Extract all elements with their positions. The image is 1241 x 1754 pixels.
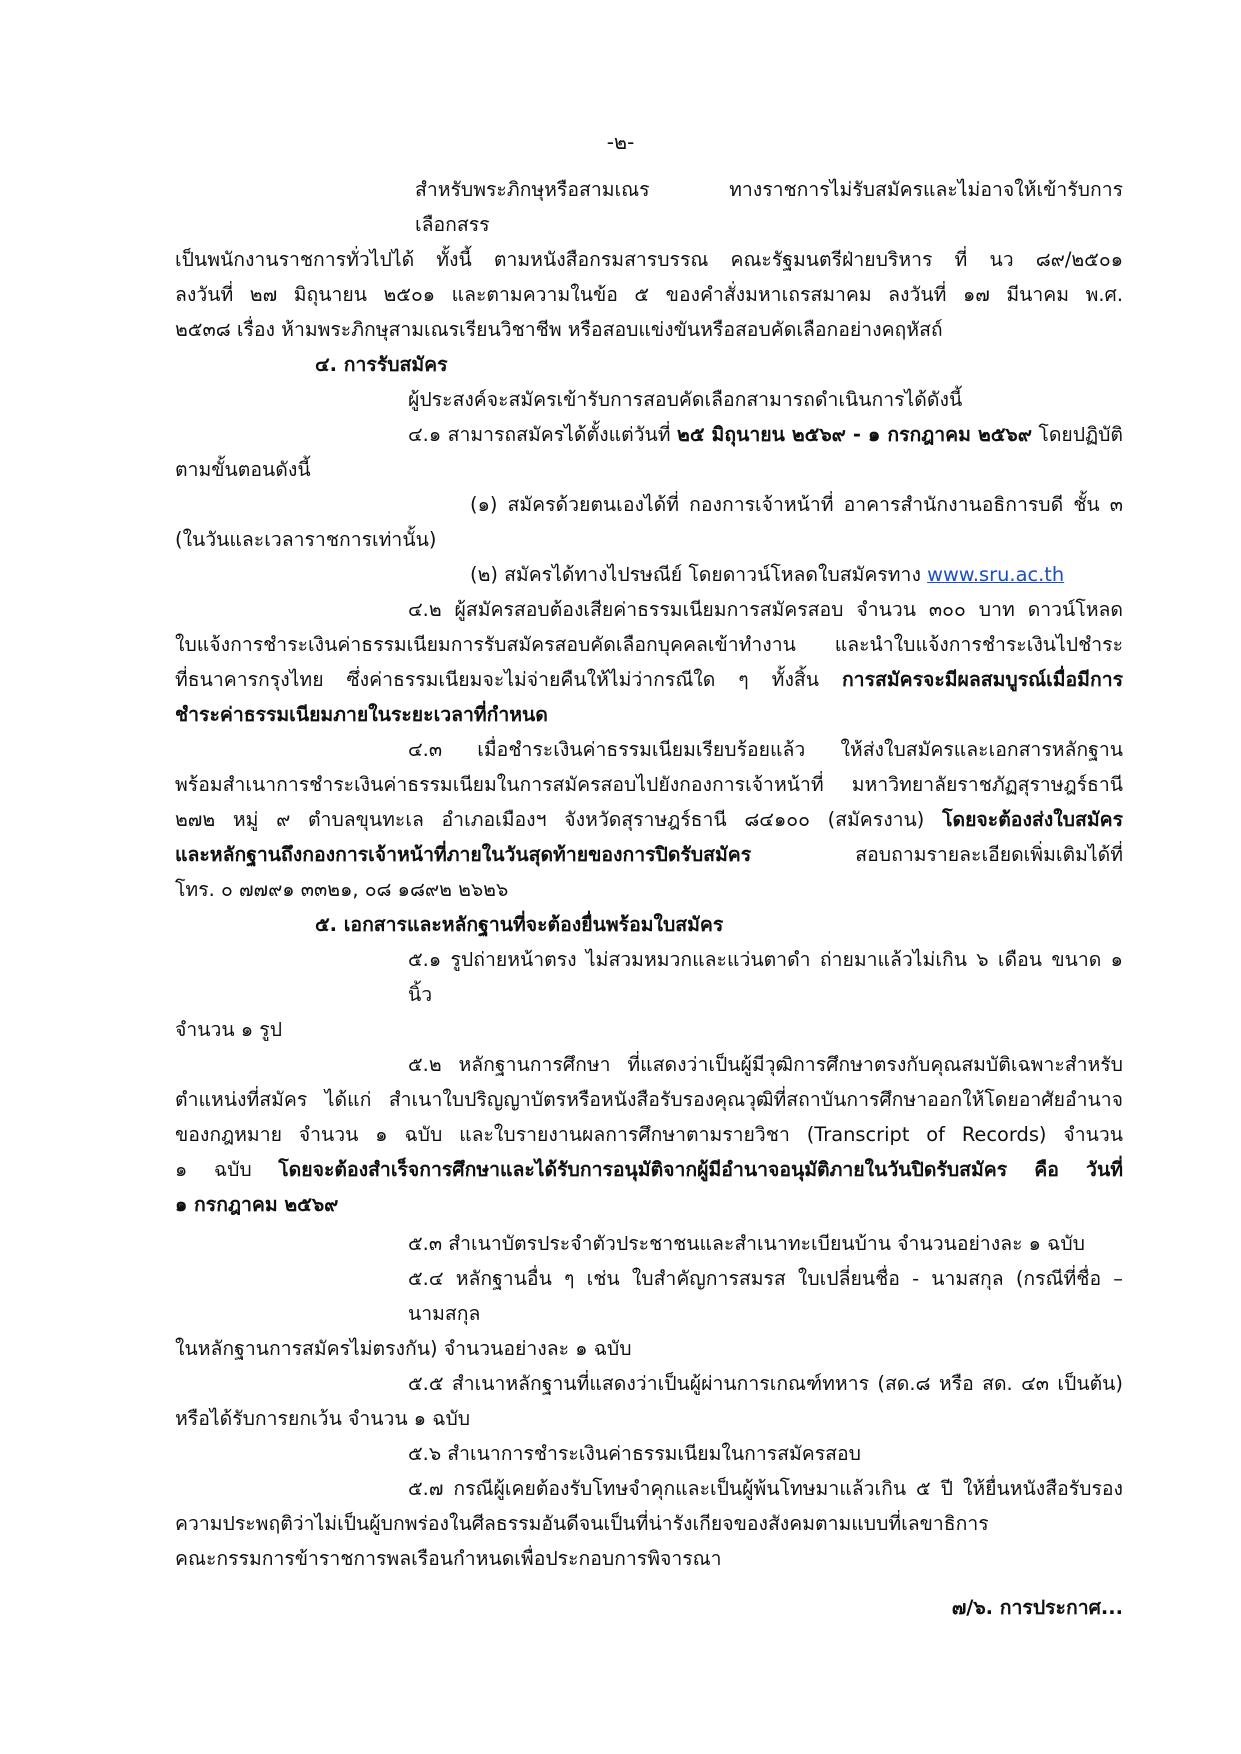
item-4-3 xyxy=(175,732,1123,907)
item-5-2-emphasis: โดยจะต้องสำเร็จการศึกษาและได้รับการอนุมัติจากผู้มีอำนาจอนุมัติภายในวันปิดรับสมัคร คือ วันที่ xyxy=(278,1158,1123,1181)
text-line: ตามขั้นตอนดังนี้ xyxy=(175,458,311,481)
item-4-1-text: ๔.๑ สามารถสมัครได้ตั้งแต่วันที่ xyxy=(408,423,678,446)
item-5-5 xyxy=(175,1366,1123,1436)
section-4-intro: ผู้ประสงค์จะสมัครเข้ารับการสอบคัดเลือกสามารถดำเนินการได้ดังนี้ xyxy=(408,388,963,411)
item-5-2 xyxy=(175,1047,1123,1222)
contact-phone: โทร. ๐ ๗๗๙๑ ๓๓๒๑, ๐๘ ๑๘๙๒ ๒๖๒๖ xyxy=(175,878,509,901)
text-line: สำหรับพระภิกษุหรือสามเณร ทางราชการไม่รับสมัครและไม่อาจให้เข้ารับการเลือกสรร xyxy=(415,178,1123,236)
item-4-2-text: ที่ธนาคารกรุงไทย ซึ่งค่าธรรมเนียมจะไม่จ่ายคืนให้ไม่ว่ากรณีใด ๆ ทั้งสิ้น xyxy=(175,668,842,691)
text-line: ชำระค่าธรรมเนียมภายในระยะเวลาที่กำหนด xyxy=(175,703,548,726)
text-line: ๕.๕ สำเนาหลักฐานที่แสดงว่าเป็นผู้ผ่านการเกณฑ์ทหาร (สด.๘ หรือ สด. ๔๓ เป็นต้น) xyxy=(408,1372,1123,1395)
text-line: หรือได้รับการยกเว้น จำนวน ๑ ฉบับ xyxy=(175,1407,471,1430)
item-4-3-text: ๒๗๒ หมู่ ๙ ตำบลขุนทะเล อำเภอเมืองฯ จังหวัดสุราษฎร์ธานี ๘๔๑๐๐ (สมัครงาน) xyxy=(175,808,943,831)
continuation-reference: ๗/๖. การประกาศ... xyxy=(951,1596,1123,1619)
paragraph-monk-restriction xyxy=(175,172,1123,347)
item-5-4 xyxy=(175,1261,1123,1366)
closing-date: ๑ กรกฎาคม ๒๕๖๙ xyxy=(175,1193,339,1216)
item-5-2-text: ๑ ฉบับ xyxy=(175,1158,279,1181)
text-line: ความประพฤติว่าไม่เป็นผู้บกพร่องในศีลธรรมอันดีจนเป็นที่น่ารังเกียจของสังคมตามแบบที่เลขาธิการ xyxy=(175,1512,989,1535)
item-4-3-emphasis: และหลักฐานถึงกองการเจ้าหน้าที่ภายในวันสุดท้ายของการปิดรับสมัคร xyxy=(175,843,752,866)
method-2-postal xyxy=(175,557,1123,592)
text-line: ลงวันที่ ๒๗ มิถุนายน ๒๕๐๑ และตามความในข้อ ๕ ของคำสั่งมหาเถรสมาคม ลงวันที่ ๑๗ มีนาคม พ.ศ. xyxy=(175,283,1123,306)
item-4-2 xyxy=(175,592,1123,732)
text-line: คณะกรรมการข้าราชการพลเรือนกำหนดเพื่อประกอบการพิจารณา xyxy=(175,1547,722,1570)
text-line: ในหลักฐานการสมัครไม่ตรงกัน) จำนวนอย่างละ ๑ ฉบับ xyxy=(175,1337,632,1360)
item-4-3-emphasis: โดยจะต้องส่งใบสมัคร xyxy=(942,808,1123,831)
text-line: ๕.๒ หลักฐานการศึกษา ที่แสดงว่าเป็นผู้มีวุฒิการศึกษาตรงกับคุณสมบัติเฉพาะสำหรับ xyxy=(408,1053,1123,1076)
text-line: (ในวันและเวลาราชการเท่านั้น) xyxy=(175,528,437,551)
text-line xyxy=(175,837,1123,872)
text-line: ใบแจ้งการชำระเงินค่าธรรมเนียมการรับสมัครสอบคัดเลือกบุคคลเข้าทำงาน และนำใบแจ้งการชำระเงินไปชำระ xyxy=(175,633,1123,656)
text-line xyxy=(175,557,1123,592)
text-line: ของกฎหมาย จำนวน ๑ ฉบับ และใบรายงานผลการศึกษาตามรายวิชา (Transcript of Records) จำนวน xyxy=(175,1123,1123,1146)
page-number: -๒- xyxy=(606,130,635,154)
text-line xyxy=(175,802,1123,837)
text-line: ๕.๗ กรณีผู้เคยต้องรับโทษจำคุกและเป็นผู้พ้นโทษมาแล้วเกิน ๕ ปี ให้ยื่นหนังสือรับรอง xyxy=(408,1477,1123,1500)
text-line: ตำแหน่งที่สมัคร ได้แก่ สำเนาใบปริญญาบัตรหรือหนังสือรับรองคุณวุฒิที่สถาบันการศึกษาออกให้โดยอาศัยอำนาจ xyxy=(175,1088,1123,1111)
item-5-7 xyxy=(175,1471,1123,1576)
item-4-2-emphasis: การสมัครจะมีผลสมบูรณ์เมื่อมีการ xyxy=(841,668,1123,691)
text-line: ๕.๑ รูปถ่ายหน้าตรง ไม่สวมหมวกและแว่นตาดำ ถ่ายมาแล้วไม่เกิน ๖ เดือน ขนาด ๑ นิ้ว xyxy=(408,948,1123,1006)
method-1-in-person xyxy=(175,487,1123,557)
item-4-1-text: โดยปฏิบัติ xyxy=(1031,423,1123,446)
application-period: ๒๕ มิถุนายน ๒๕๖๙ - ๑ กรกฎาคม ๒๕๖๙ xyxy=(677,423,1032,446)
document-body xyxy=(175,172,1123,1625)
text-line xyxy=(175,1152,1123,1187)
section-4-heading: ๔. การรับสมัคร xyxy=(315,353,448,376)
method-2-text: (๒) สมัครได้ทางไปรษณีย์ โดยดาวน์โหลดใบสมัครทาง xyxy=(470,563,928,586)
text-line: พร้อมสำเนาการชำระเงินค่าธรรมเนียมในการสมัครสอบไปยังกองการเจ้าหน้าที่ มหาวิทยาลัยราชภัฏสุราษฎร์ธานี xyxy=(175,773,1123,796)
text-line xyxy=(175,662,1123,697)
text-line: ๔.๒ ผู้สมัครสอบต้องเสียค่าธรรมเนียมการสมัครสอบ จำนวน ๓๐๐ บาท ดาวน์โหลด xyxy=(408,598,1123,621)
text-line: (๑) สมัครด้วยตนเองได้ที่ กองการเจ้าหน้าที่ อาคารสำนักงานอธิการบดี ชั้น ๓ xyxy=(470,493,1123,516)
item-4-1 xyxy=(175,417,1123,487)
item-4-3-text: สอบถามรายละเอียดเพิ่มเติมได้ที่ xyxy=(751,843,1123,866)
section-5-heading: ๕. เอกสารและหลักฐานที่จะต้องยื่นพร้อมใบสมัคร xyxy=(315,913,724,936)
item-5-1 xyxy=(175,942,1123,1047)
item-5-3: ๕.๓ สำเนาบัตรประจำตัวประชาชนและสำเนาทะเบียนบ้าน จำนวนอย่างละ ๑ ฉบับ xyxy=(408,1232,1085,1255)
text-line: เป็นพนักงานราชการทั่วไปได้ ทั้งนี้ ตามหนังสือกรมสารบรรณ คณะรัฐมนตรีฝ่ายบริหาร ที่ นว ๘๙/๒๕๐๑ xyxy=(175,248,1123,271)
item-5-6: ๕.๖ สำเนาการชำระเงินค่าธรรมเนียมในการสมัครสอบ xyxy=(408,1442,861,1465)
text-line xyxy=(175,417,1123,452)
text-line: จำนวน ๑ รูป xyxy=(175,1018,283,1041)
text-line: ๒๕๓๘ เรื่อง ห้ามพระภิกษุสามเณรเรียนวิชาชีพ หรือสอบแข่งขันหรือสอบคัดเลือกอย่างคฤหัสถ์ xyxy=(175,318,943,341)
text-line: ๕.๔ หลักฐานอื่น ๆ เช่น ใบสำคัญการสมรส ใบเปลี่ยนชื่อ - นามสกุล (กรณีที่ชื่อ – นามสกุล xyxy=(408,1267,1123,1325)
university-website-link[interactable]: www.sru.ac.th xyxy=(927,563,1065,586)
text-line: ๔.๓ เมื่อชำระเงินค่าธรรมเนียมเรียบร้อยแล้ว ให้ส่งใบสมัครและเอกสารหลักฐาน xyxy=(408,738,1123,761)
